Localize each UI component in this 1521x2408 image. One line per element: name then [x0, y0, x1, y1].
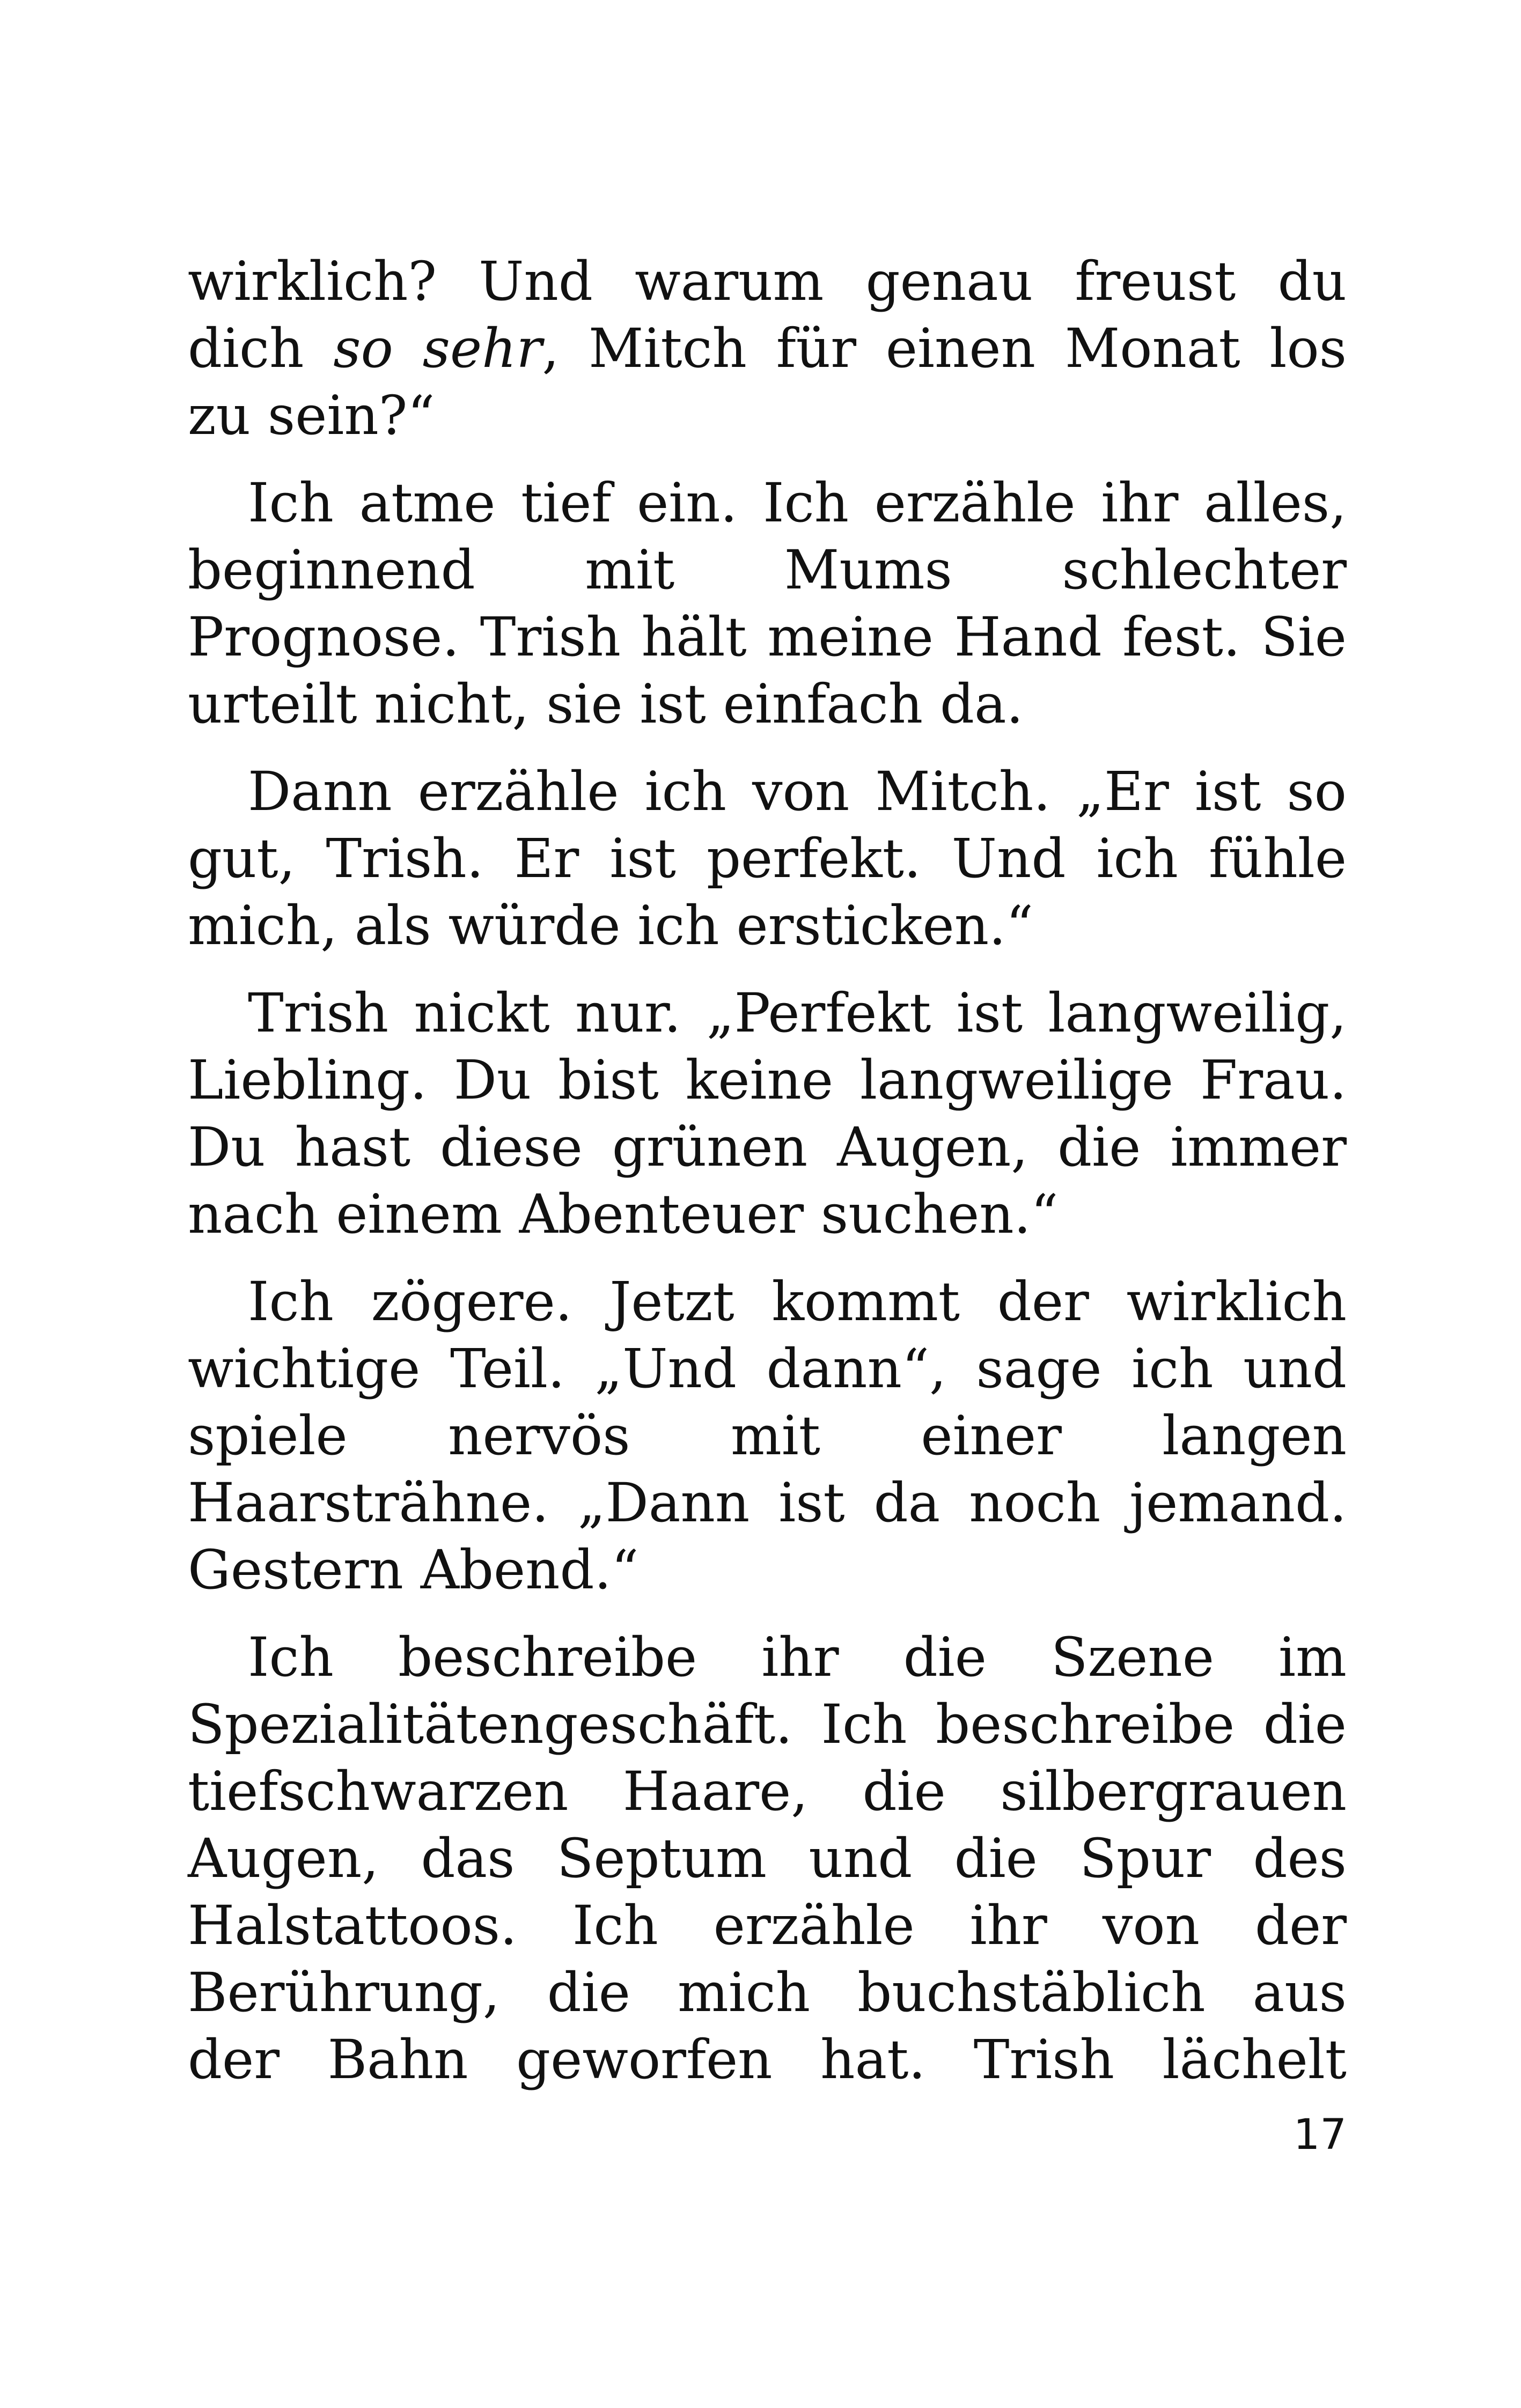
body-text [188, 248, 1347, 2093]
text-line: spiele nervös mit einer langen [188, 1404, 1347, 1467]
paragraph-5 [188, 1268, 1347, 1603]
text-line: Liebling. Du bist keine langweilige Frau. [188, 1049, 1347, 1111]
text-line: urteilt nicht, sie ist einfach da. [188, 673, 1024, 735]
text-line: Prognose. Trish hält meine Hand fest. Sie [188, 606, 1347, 668]
text-line: Berührung, die mich buchstäblich aus [188, 1961, 1347, 2024]
text-line: wichtige Teil. „Und dann“, sage ich und [188, 1337, 1347, 1400]
text-line: tiefschwarzen Haare, die silbergrauen [188, 1760, 1347, 1823]
text-line: Ich atme tief ein. Ich erzähle ihr alles, [248, 472, 1347, 534]
text-line: Trish nickt nur. „Perfekt ist langweilig, [248, 982, 1347, 1044]
text-line: Ich zögere. Jetzt kommt der wirklich [248, 1270, 1347, 1333]
text-line: Haarsträhne. „Dann ist da noch jemand. [188, 1471, 1347, 1534]
text-line: Halstattoos. Ich erzähle ihr von der [188, 1894, 1347, 1957]
paragraph-2 [188, 469, 1347, 738]
text-line: gut, Trish. Er ist perfekt. Und ich fühle [188, 827, 1347, 890]
paragraph-6 [188, 1624, 1347, 2093]
text-line: Du hast diese grünen Augen, die immer [188, 1116, 1347, 1179]
text-line: Dann erzähle ich von Mitch. „Er ist so [248, 760, 1347, 823]
paragraph-4 [188, 980, 1347, 1248]
text-line: zu sein?“ [188, 384, 435, 447]
text-line: dich so sehr, Mitch für einen Monat los [188, 317, 1347, 380]
text-line: Spezialitätengeschäft. Ich beschreibe die [188, 1693, 1347, 1756]
paragraph-3 [188, 758, 1347, 959]
text-line: nach einem Abenteuer suchen.“ [188, 1183, 1059, 1246]
text-line: wirklich? Und warum genau freust du [188, 250, 1347, 313]
text-line: mich, als würde ich ersticken.“ [188, 894, 1034, 957]
text-line: Gestern Abend.“ [188, 1538, 639, 1601]
paragraph-1 [188, 248, 1347, 449]
text-line: beginnend mit Mums schlechter [188, 539, 1347, 601]
text-line: Ich beschreibe ihr die Szene im [248, 1626, 1347, 1689]
page-number: 17 [1293, 2111, 1347, 2159]
italic-emphasis: so sehr [333, 317, 542, 380]
text-line: Augen, das Septum und die Spur des [188, 1827, 1347, 1890]
text-line: der Bahn geworfen hat. Trish lächelt [188, 2028, 1347, 2091]
